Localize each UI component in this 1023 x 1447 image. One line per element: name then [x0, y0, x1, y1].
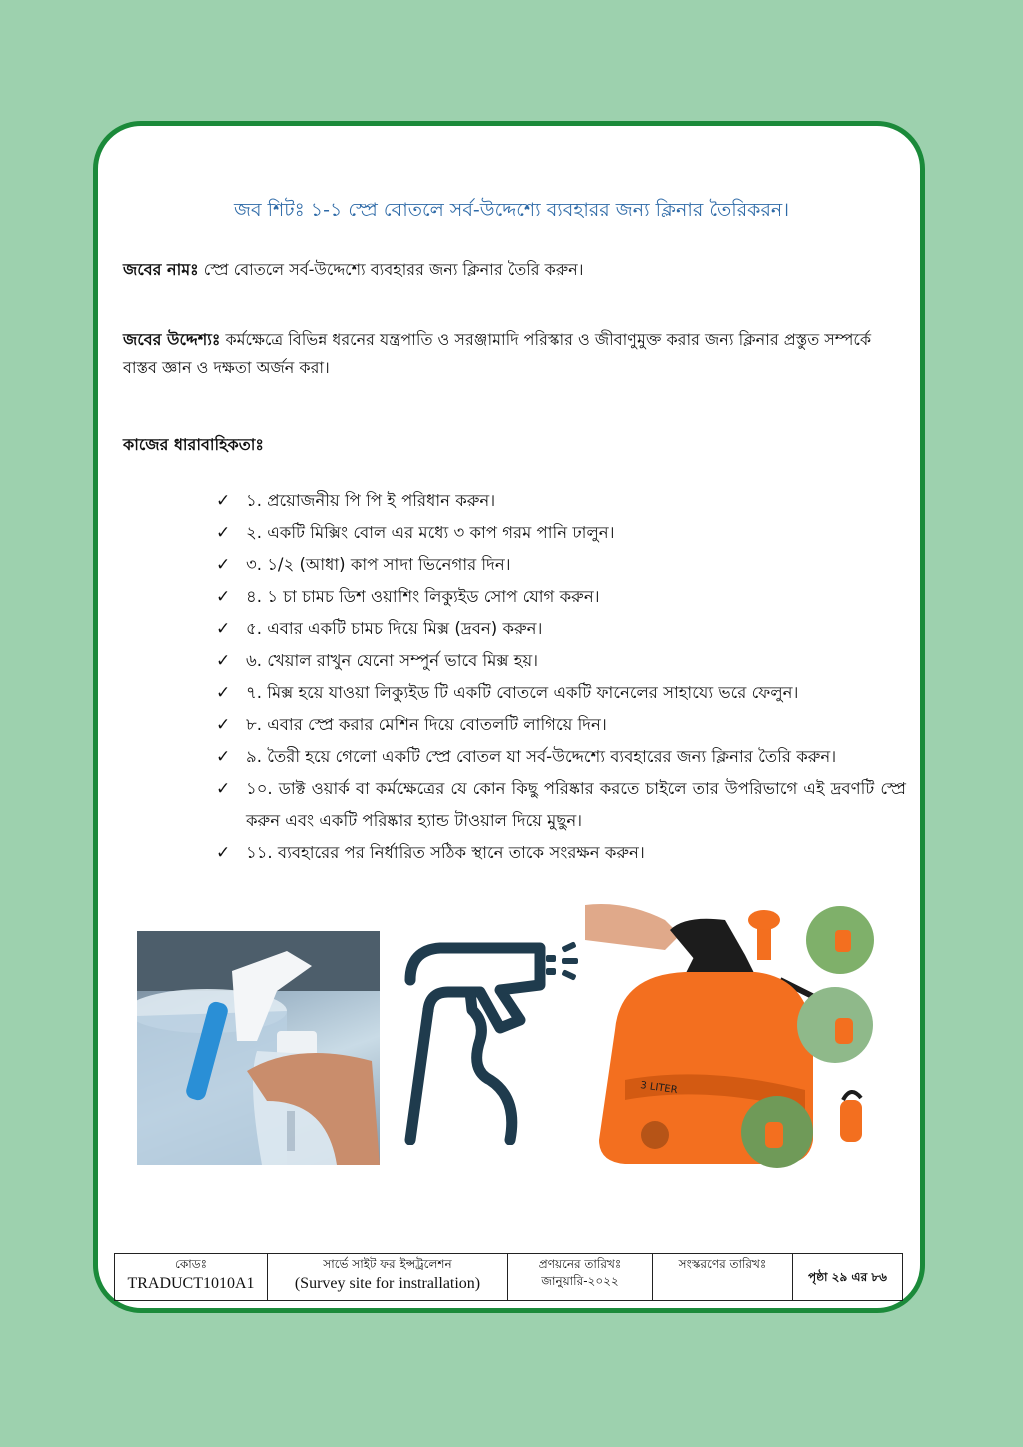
- check-icon: ✓: [216, 779, 231, 799]
- job-purpose-label: জবের উদ্দেশ্যঃ: [123, 330, 221, 349]
- footer-course-cell: [268, 1254, 508, 1301]
- prep-label: প্রণয়নের তারিখঃ: [538, 1257, 622, 1271]
- course-bn: সার্ভে সাইট ফর ইন্সট্রলেশন: [323, 1257, 452, 1271]
- job-sheet-title: জব শিটঃ ১-১ স্প্রে বোতলে সর্ব-উদ্দেশ্যে ব্যবহারর জন্য ক্লিনার তৈরিকরন।: [233, 199, 790, 221]
- job-purpose: [123, 326, 908, 382]
- page-number: পৃষ্ঠা ২৯ এর ৮৬: [793, 1254, 903, 1301]
- check-icon: ✓: [216, 491, 231, 511]
- check-icon: ✓: [216, 523, 231, 543]
- job-name-text: স্প্রে বোতলে সর্ব-উদ্দেশ্যে ব্যবহারর জন্য ক্লিনার তৈরি করুন।: [198, 260, 584, 279]
- list-item: ✓ ১. প্রয়োজনীয় পি পি ই পরিধান করুন।: [216, 485, 906, 517]
- list-item: ✓ ১০. ডাক্ট ওয়ার্ক বা কর্মক্ষেত্রের যে কোন কিছু পরিষ্কার করতে চাইলে তার উপরিভাগে এই দ্রবণটি স্প্রে করুন এবং একটি পরিষ্কার হ্যান্ড টাওয়াল দিয়ে মুছুন।: [216, 773, 906, 837]
- list-item: ✓ ২. একটি মিক্সিং বোল এর মধ্যে ৩ কাপ গরম পানি ঢালুন।: [216, 517, 906, 549]
- code-label: কোডঃ: [175, 1257, 207, 1271]
- check-icon: ✓: [216, 843, 231, 863]
- job-name: [123, 256, 908, 284]
- check-icon: ✓: [216, 555, 231, 575]
- steps-list: [216, 485, 906, 869]
- code-value: TRADUCT1010A1: [127, 1275, 255, 1292]
- footer-prep-cell: [508, 1254, 653, 1301]
- photo-orange-pressure-sprayer: [585, 900, 881, 1168]
- list-item: ✓ ৩. ১/২ (আধা) কাপ সাদা ভিনেগার দিন।: [216, 549, 906, 581]
- list-item: ✓ ৮. এবার স্প্রে করার মেশিন দিয়ে বোতলটি লাগিয়ে দিন।: [216, 709, 906, 741]
- list-item: ✓ ৭. মিক্স হয়ে যাওয়া লিক্যুইড টি একটি বোতলে একটি ফানেলের সাহায্যে ভরে ফেলুন।: [216, 677, 906, 709]
- check-icon: ✓: [216, 619, 231, 639]
- footer-revision-cell: [653, 1254, 793, 1301]
- filling-bottle-illustration: [137, 931, 380, 1165]
- check-icon: ✓: [216, 587, 231, 607]
- check-icon: ✓: [216, 683, 231, 703]
- list-item: ✓ ১১. ব্যবহারের পর নির্ধারিত সঠিক স্থানে তাকে সংরক্ষন করুন।: [216, 837, 906, 869]
- list-item: ✓ ৫. এবার একটি চামচ দিয়ে মিক্স (দ্রবন) করুন।: [216, 613, 906, 645]
- list-item: ✓ ৪. ১ চা চামচ ডিশ ওয়াশিং লিক্যুইড সোপ যোগ করুন।: [216, 581, 906, 613]
- course-en: (Survey site for instrallation): [294, 1275, 481, 1292]
- job-purpose-text: কর্মক্ষেত্রে বিভিন্ন ধরনের যন্ত্রপাতি ও সরঞ্জামাদি পরিস্কার ও জীবাণুমুক্ত করার জন্য ক্লিনার প্রস্তুত সম্পর্কে বাস্তব জ্ঞান ও দক্ষতা অর্জন করা।: [123, 330, 872, 377]
- job-name-label: জবের নামঃ: [123, 260, 199, 279]
- photo-hand-filling-spray-bottle: [137, 931, 380, 1165]
- list-item: ✓ ৯. তৈরী হয়ে গেলো একটি স্প্রে বোতল যা সর্ব-উদ্দেশ্যে ব্যবহারের জন্য ক্লিনার তৈরি করুন।: [216, 741, 906, 773]
- spray-bottle-icon: [400, 930, 585, 1145]
- prep-value: জানুয়ারি-২০২২: [541, 1274, 619, 1288]
- footer-code-cell: [115, 1254, 268, 1301]
- list-item: ✓ ৬. খেয়াল রাখুন যেনো সম্পুর্ন ভাবে মিক্স হয়।: [216, 645, 906, 677]
- revision-label: সংস্করণের তারিখঃ: [678, 1257, 767, 1271]
- check-icon: ✓: [216, 651, 231, 671]
- sequence-heading: কাজের ধারাবাহিকতাঃ: [123, 435, 264, 454]
- sprayer-label: 3 LITER: [639, 1080, 679, 1097]
- check-icon: ✓: [216, 715, 231, 735]
- check-icon: ✓: [216, 747, 231, 767]
- pressure-sprayer-illustration: [585, 900, 881, 1168]
- footer-table: [114, 1253, 903, 1301]
